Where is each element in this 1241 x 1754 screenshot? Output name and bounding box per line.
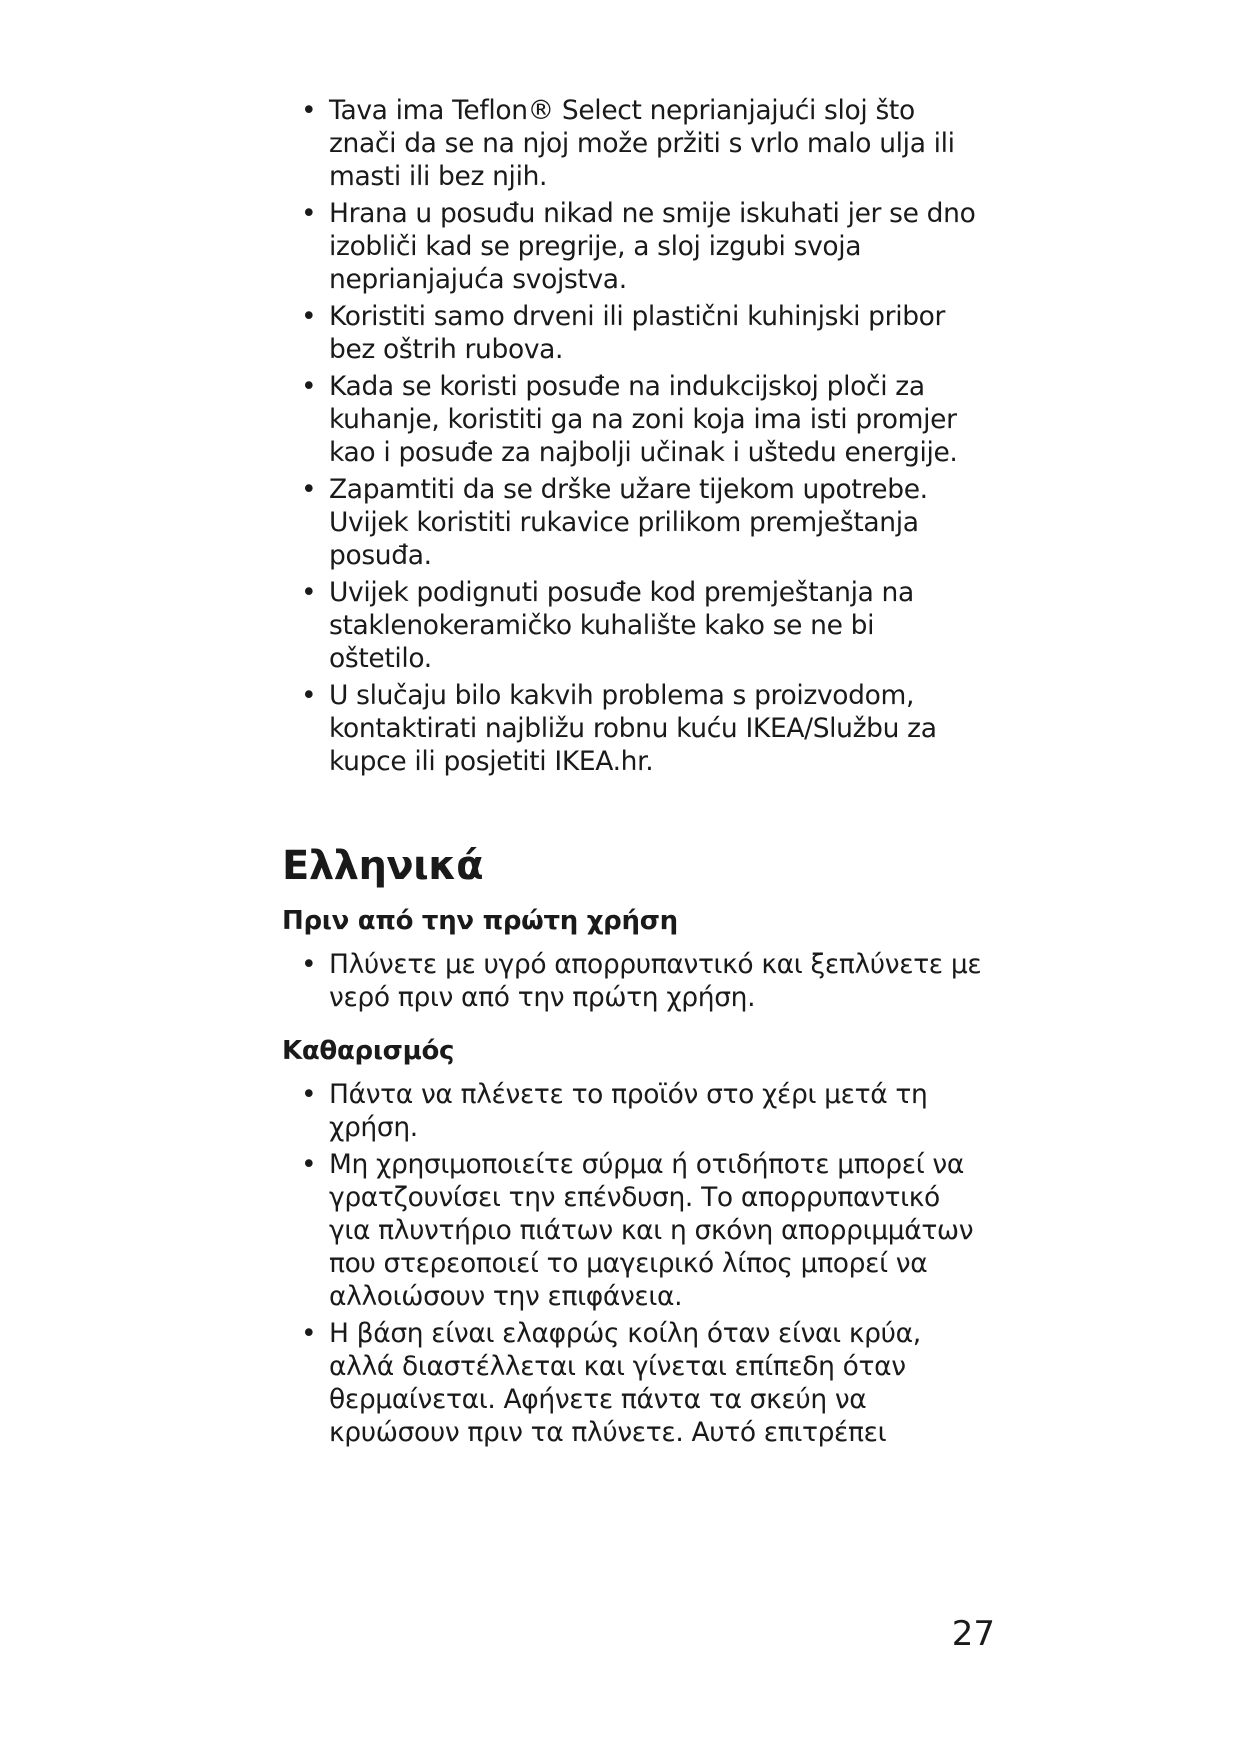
list-item: • Koristiti samo drveni ili plastični kuhinjski pribor bez oštrih rubova. xyxy=(282,300,982,366)
list-item: • Πλύνετε με υγρό απορρυπαντικό και ξεπλύνετε με νερό πριν από την πρώτη χρήση. xyxy=(282,948,982,1014)
text-column xyxy=(282,94,982,1453)
list-item: • Uvijek podignuti posuđe kod premještanja na staklenokeramičko kuhalište kako se ne bi oštetilo. xyxy=(282,576,982,675)
list-item: • Μη χρησιμοποιείτε σύρμα ή οτιδήποτε μπορεί να γρατζουνίσει την επένδυση. Το απορρυπαντικό για πλυντήριο πιάτων και η σκόνη απορριμμάτων που στερεοποιεί το μαγειρικό λίπος μπορεί να αλλοιώσουν την επιφάνεια. xyxy=(282,1148,982,1313)
list-item: • Η βάση είναι ελαφρώς κοίλη όταν είναι κρύα, αλλά διαστέλλεται και γίνεται επίπεδη όταν θερμαίνεται. Αφήνετε πάντα τα σκεύη να κρυώσουν πριν τα πλύνετε. Αυτό επιτρέπει xyxy=(282,1317,982,1449)
list-item: • Kada se koristi posuđe na indukcijskoj ploči za kuhanje, koristiti ga na zoni koja ima isti promjer kao i posuđe za najbolji učinak i uštedu energije. xyxy=(282,370,982,469)
list-item: • Hrana u posuđu nikad ne smije iskuhati jer se dno izobliči kad se pregrije, a sloj izgubi svoja neprianjajuća svojstva. xyxy=(282,197,982,296)
before-first-use-heading: Πριν από την πρώτη χρήση xyxy=(282,906,678,936)
before-first-use-list xyxy=(282,948,982,1014)
croatian-bullet-list xyxy=(282,94,982,778)
page-number: 27 xyxy=(951,1614,995,1654)
list-item: • U slučaju bilo kakvih problema s proizvodom, kontaktirati najbližu robnu kuću IKEA/Službu za kupce ili posjetiti IKEA.hr. xyxy=(282,679,982,778)
list-item: • Πάντα να πλένετε το προϊόν στο χέρι μετά τη χρήση. xyxy=(282,1078,982,1144)
cleaning-heading: Καθαρισμός xyxy=(282,1036,455,1066)
list-item: • Tava ima Teflon® Select neprianjajući sloj što znači da se na njoj može pržiti s vrlo malo ulja ili masti ili bez njih. xyxy=(282,94,982,193)
cleaning-list xyxy=(282,1078,982,1449)
list-item: • Zapamtiti da se drške užare tijekom upotrebe. Uvijek koristiti rukavice prilikom premještanja posuđa. xyxy=(282,473,982,572)
greek-section-title: Ελληνικά xyxy=(282,843,484,889)
